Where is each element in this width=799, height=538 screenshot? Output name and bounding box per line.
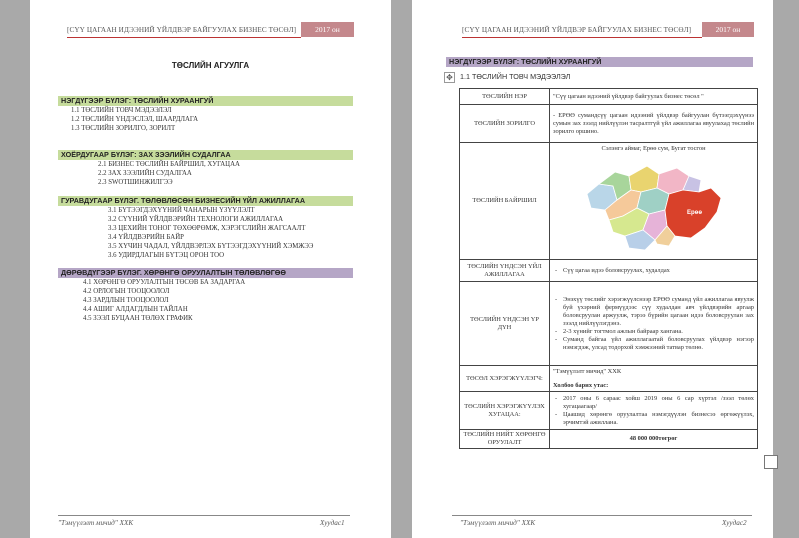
project-info-table bbox=[459, 88, 758, 449]
header-rule bbox=[67, 37, 301, 38]
duration-item: - 2017 оны 6 сараас хойш 2019 оны 6 сар хүртэл /зээл төлөх хугацаагаар/ bbox=[563, 395, 754, 411]
toc-item[interactable]: 3.2 СҮҮНИЙ ҮЙЛДВЭРИЙН ТЕХНОЛОГИ АЖИЛЛАГАА bbox=[108, 216, 284, 223]
year-badge: 2017 он bbox=[301, 22, 354, 37]
toc-item[interactable]: 4.2 ОРЛОГЫН ТООЦООЛОЛ bbox=[83, 288, 170, 295]
toc-section-heading[interactable]: НЭГДҮГЭЭР БҮЛЭГ: ТӨСЛИЙН ХУРААНГУЙ bbox=[58, 96, 353, 106]
executor-cell bbox=[550, 366, 758, 392]
footer-company: "Тэмүүлэлт мичид" ХХК bbox=[460, 519, 536, 527]
toc-item[interactable]: 4.4 АШИГ АЛДАГДЛЫН ТАЙЛАН bbox=[83, 306, 188, 313]
footer-page-number: Хуудас2 bbox=[722, 519, 747, 527]
toc-item[interactable]: 1.1 ТӨСЛИЙН ТОВЧ МЭДЭЭЛЭЛ bbox=[71, 107, 172, 114]
document-page-1 bbox=[30, 0, 391, 538]
project-goal-value: - ЕРӨӨ сумандсүү цагаан идээний үйлдвэр байгуулан бүтээгдэхүүнээ сумын зах зээлд нийлүүлэн тасралтгүй үйл ажиллагаа явуулахад төслийн зорилго оршино. bbox=[550, 105, 758, 143]
toc-title: ТӨСЛИЙН АГУУЛГА bbox=[171, 61, 250, 70]
header-title: [СҮҮ ЦАГААН ИДЭЭНИЙ ҮЙЛДВЭР БАЙГУУЛАХ БИЗНЕС ТӨСӨЛ] bbox=[462, 26, 692, 34]
main-result-cell bbox=[550, 282, 758, 366]
chapter-heading: НЭГДҮГЭЭР БҮЛЭГ: ТӨСЛИЙН ХУРААНГУЙ bbox=[446, 57, 753, 67]
main-activity-cell bbox=[550, 260, 758, 282]
document-page-2 bbox=[412, 0, 773, 538]
toc-section-heading[interactable]: ГУРАВДУГААР БҮЛЭГ. ТӨЛӨВЛӨСӨН БИЗНЕСИЙН ҮЙЛ АЖИЛЛАГАА bbox=[58, 196, 353, 206]
toc-item[interactable]: 1.3 ТӨСЛИЙН ЗОРИЛГО, ЗОРИЛТ bbox=[71, 125, 176, 132]
main-activity-item: - Сүү цагаа идээ боловсруулах, худалдах bbox=[563, 267, 754, 275]
toc-item[interactable]: 3.4 ҮЙЛДВЭРИЙН БАЙР bbox=[108, 234, 184, 241]
project-goal-label: ТӨСЛИЙН ЗОРИЛГО bbox=[460, 105, 550, 143]
toc-item[interactable]: 3.6 УДИРДЛАГЫН БҮТЭЦ ОРОН ТОО bbox=[108, 252, 224, 259]
toc-item[interactable]: 2.1 БИЗНЕС ТӨСЛИЙН БАЙРШИЛ, ХУГАЦАА bbox=[98, 161, 240, 168]
location-caption: Сэлэнгэ аймаг, Ерөө сум, Бугат тосгон bbox=[601, 145, 706, 152]
toc-item[interactable]: 3.3 ЦЕХИЙН ТОНОГ ТӨХӨӨРӨМЖ, ХЭРЭГСЛИЙН ЖАГСААЛТ bbox=[108, 225, 306, 232]
toc-item[interactable]: 2.3 SWOTШИНЖИЛГЭЭ bbox=[98, 179, 173, 186]
project-location-label: ТӨСЛИЙН БАЙРШИЛ bbox=[460, 143, 550, 260]
investment-label: ТӨСЛИЙН НИЙТ ХӨРӨНГӨ ОРУУЛАЛТ bbox=[460, 430, 550, 449]
map-label: Ерөө bbox=[686, 210, 702, 216]
toc-section-heading[interactable]: ДӨРӨВДҮГЭЭР БҮЛЭГ. ХӨРӨНГӨ ОРУУЛАЛТЫН ТӨЛӨВЛӨГӨӨ bbox=[58, 268, 353, 278]
section-subheading: 1.1 ТӨСЛИЙН ТОВЧ МЭДЭЭЛЭЛ bbox=[460, 72, 571, 81]
toc-item[interactable]: 1.2 ТӨСЛИЙН ҮНДЭСЛЭЛ, ШААРДЛАГА bbox=[71, 116, 198, 123]
duration-label: ТӨСЛИЙН ХЭРЭГЖҮҮЛЭХ ХУГАЦАА: bbox=[460, 392, 550, 430]
duration-cell bbox=[550, 392, 758, 430]
executor-value: "Тэмүүлэлт мичид" ХХК bbox=[553, 367, 622, 375]
toc-item[interactable]: 4.3 ЗАРДЛЫН ТООЦООЛОЛ bbox=[83, 297, 169, 304]
investment-value: 48 000 000төгрөг bbox=[550, 430, 758, 449]
table-move-handle-icon[interactable]: ✥ bbox=[444, 72, 455, 83]
main-activity-label: ТӨСЛИЙН ҮНДСЭН ҮЙЛ АЖИЛЛАГАА bbox=[460, 260, 550, 282]
toc-item[interactable]: 4.5 ЗЭЭЛ БУЦААН ТӨЛӨХ ГРАФИК bbox=[83, 315, 193, 322]
toc-item[interactable]: 3.5 ХҮЧИН ЧАДАЛ, ҮЙЛДВЭРЛЭХ БҮТЭЭГДЭХҮҮНИЙ ХЭМЖЭЭ bbox=[108, 243, 314, 250]
project-name-value: "Сүү цагаан идээний үйлдвэр байгуулах бизнес төсөл " bbox=[550, 89, 758, 105]
province-map bbox=[579, 154, 729, 254]
footer-rule bbox=[58, 515, 350, 516]
footer-rule bbox=[452, 515, 752, 516]
location-cell bbox=[550, 143, 758, 260]
year-badge: 2017 он bbox=[702, 22, 754, 37]
toc-item[interactable]: 3.1 БҮТЭЭГДЭХҮҮНИЙ ЧАНАРЫН ҮЗҮҮЛЭЛТ bbox=[108, 207, 255, 214]
result-item: - Энэхүү төслийг хэрэгжүүлснээр ЕРӨӨ суманд үйл ажиллагаа явуулж буй үхэрний фермүүдээс сүү худалдан авч үйлдвэрийн аргаар боловсруулан аржуулж, тэрээ бүрийн цагаан идээ боловсруулан зах зээлд нийлүүлэгдэнэ. bbox=[563, 296, 754, 328]
executor-label: ТӨСӨЛ ХЭРЭГЖҮҮЛЭГЧ: bbox=[460, 366, 550, 392]
toc-item[interactable]: 2.2 ЗАХ ЗЭЭЛИЙН СУДАЛГАА bbox=[98, 170, 192, 177]
main-result-label: ТӨСЛИЙН ҮНДСЭН ҮР ДҮН bbox=[460, 282, 550, 366]
duration-item: - Цаашид хөрөнгө оруулалтаа нэмэгдүүлэн бизнесээ өргөжүүлэх, эрчимтэй ажиллана. bbox=[563, 411, 754, 427]
result-item: - Суманд байгаа үйл ажиллагаатай боловсруулах үйлдвэр нэгээр нэмэгдэж, улсад тодорхой хэмжээний татвар төлнө. bbox=[563, 336, 754, 352]
header-title: [СҮҮ ЦАГААН ИДЭЭНИЙ ҮЙЛДВЭР БАЙГУУЛАХ БИЗНЕС ТӨСӨЛ] bbox=[67, 26, 297, 34]
table-resize-handle[interactable] bbox=[764, 455, 778, 469]
executor-contact: Холбоо барих утас: bbox=[553, 381, 609, 389]
project-name-label: ТӨСЛИЙН НЭР bbox=[460, 89, 550, 105]
toc-section-heading[interactable]: ХОЁРДУГААР БҮЛЭГ: ЗАХ ЗЭЭЛИЙН СУДАЛГАА bbox=[58, 150, 353, 160]
header-rule bbox=[462, 37, 702, 38]
footer-page-number: Хуудас1 bbox=[320, 519, 345, 527]
result-item: - 2-3 хүнийг тогтмол ажлын байраар хангана. bbox=[563, 328, 754, 336]
toc-item[interactable]: 4.1 ХӨРӨНГӨ ОРУУЛАЛТЫН ТӨСӨВ БА ЗАДАРГАА bbox=[83, 279, 246, 286]
footer-company: "Тэмүүлэлт мичид" ХХК bbox=[58, 519, 134, 527]
